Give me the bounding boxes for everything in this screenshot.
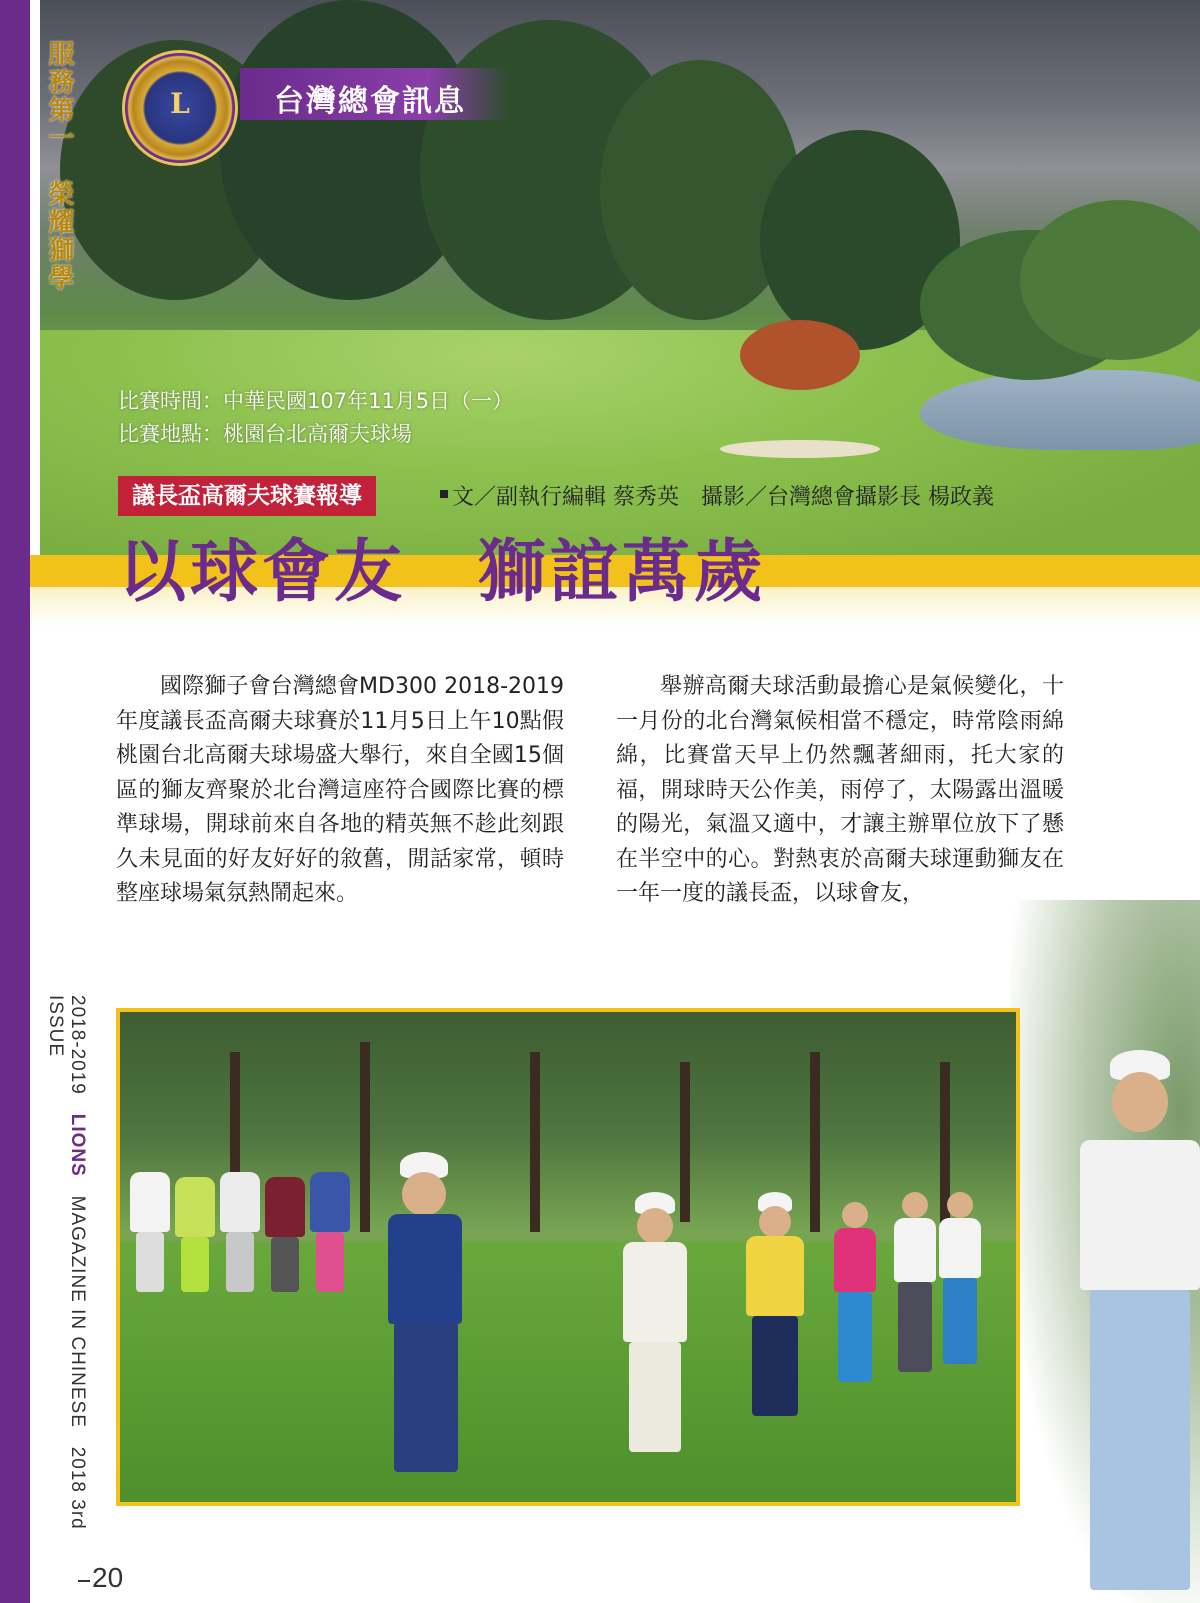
article-title: 以球會友 獅誼萬歲 (118, 532, 767, 612)
event-place: 比賽地點：桃園台北高爾夫球場 (118, 422, 412, 446)
byline: 文／副執行編輯 蔡秀英 攝影／台灣總會攝影長 楊政義 (452, 485, 994, 510)
spectator-group (130, 1172, 370, 1292)
page-number-tick (78, 1580, 90, 1582)
golfer-yellow-vest (740, 1192, 810, 1422)
golfer-elderly (615, 1192, 695, 1462)
magazine-spine (44, 995, 88, 1575)
spine-year: 2018-2019 (67, 995, 88, 1095)
lions-emblem-logo (122, 50, 238, 166)
golfer-figure (1070, 1050, 1200, 1600)
golfer-white-blue (935, 1192, 985, 1372)
emblem-letter: L (170, 87, 190, 120)
page-number: 20 (92, 1562, 124, 1593)
section-tag (240, 68, 510, 120)
slogan-vertical: 服務第一 榮耀獅學 (44, 40, 74, 292)
report-label: 議長盃高爾夫球賽報導 (118, 476, 376, 516)
photo-tree-trunk (530, 1052, 540, 1232)
left-purple-bar (0, 0, 30, 1603)
spine-title: MAGAZINE IN CHINESE (67, 1195, 88, 1428)
golfer-thumbs-up-photo (1010, 900, 1200, 1603)
section-tag-label: 台灣總會訊息 (274, 84, 466, 119)
tee-off-photo (116, 1008, 1020, 1506)
spine-brand: LIONS (67, 1113, 88, 1177)
hero-sand-bunker (720, 440, 880, 458)
event-time: 比賽時間：中華民國107年11月5日（一） (118, 389, 514, 413)
byline-bullet (440, 490, 448, 498)
event-info (118, 385, 513, 451)
spine-issue: 2018 3rd ISSUE (45, 995, 88, 1530)
hero-tree (740, 320, 860, 390)
golfer-white (890, 1192, 940, 1382)
article-column-left: 國際獅子會台灣總會MD300 2018-2019年度議長盃高爾夫球賽於11月5日上午10點假桃園台北高爾夫球場盛大舉行，來自全國15個區的獅友齊聚於北台灣這座符合國際比賽的標準球場，開球前來自各地的精英無不趁此刻跟久未見面的好友好好的敘舊，閒話家常，頓時整座球場氣氛熱鬧起來。 (116, 674, 564, 906)
photo-tree-trunk (810, 1052, 820, 1232)
article-column-right: 舉辦高爾夫球活動最擔心是氣候變化，十一月份的北台灣氣候相當不穩定，時常陰雨綿綿，比賽當天早上仍然飄著細雨，托大家的福，開球時天公作美，雨停了，太陽露出溫暖的陽光，氣溫又適中，才讓主辦單位放下了懸在半空中的心。對熱衷於高爾夫球運動獅友在一年一度的議長盃，以球會友， (616, 674, 1064, 906)
golfer-pink (830, 1202, 880, 1392)
golfer-swinging (370, 1152, 480, 1482)
